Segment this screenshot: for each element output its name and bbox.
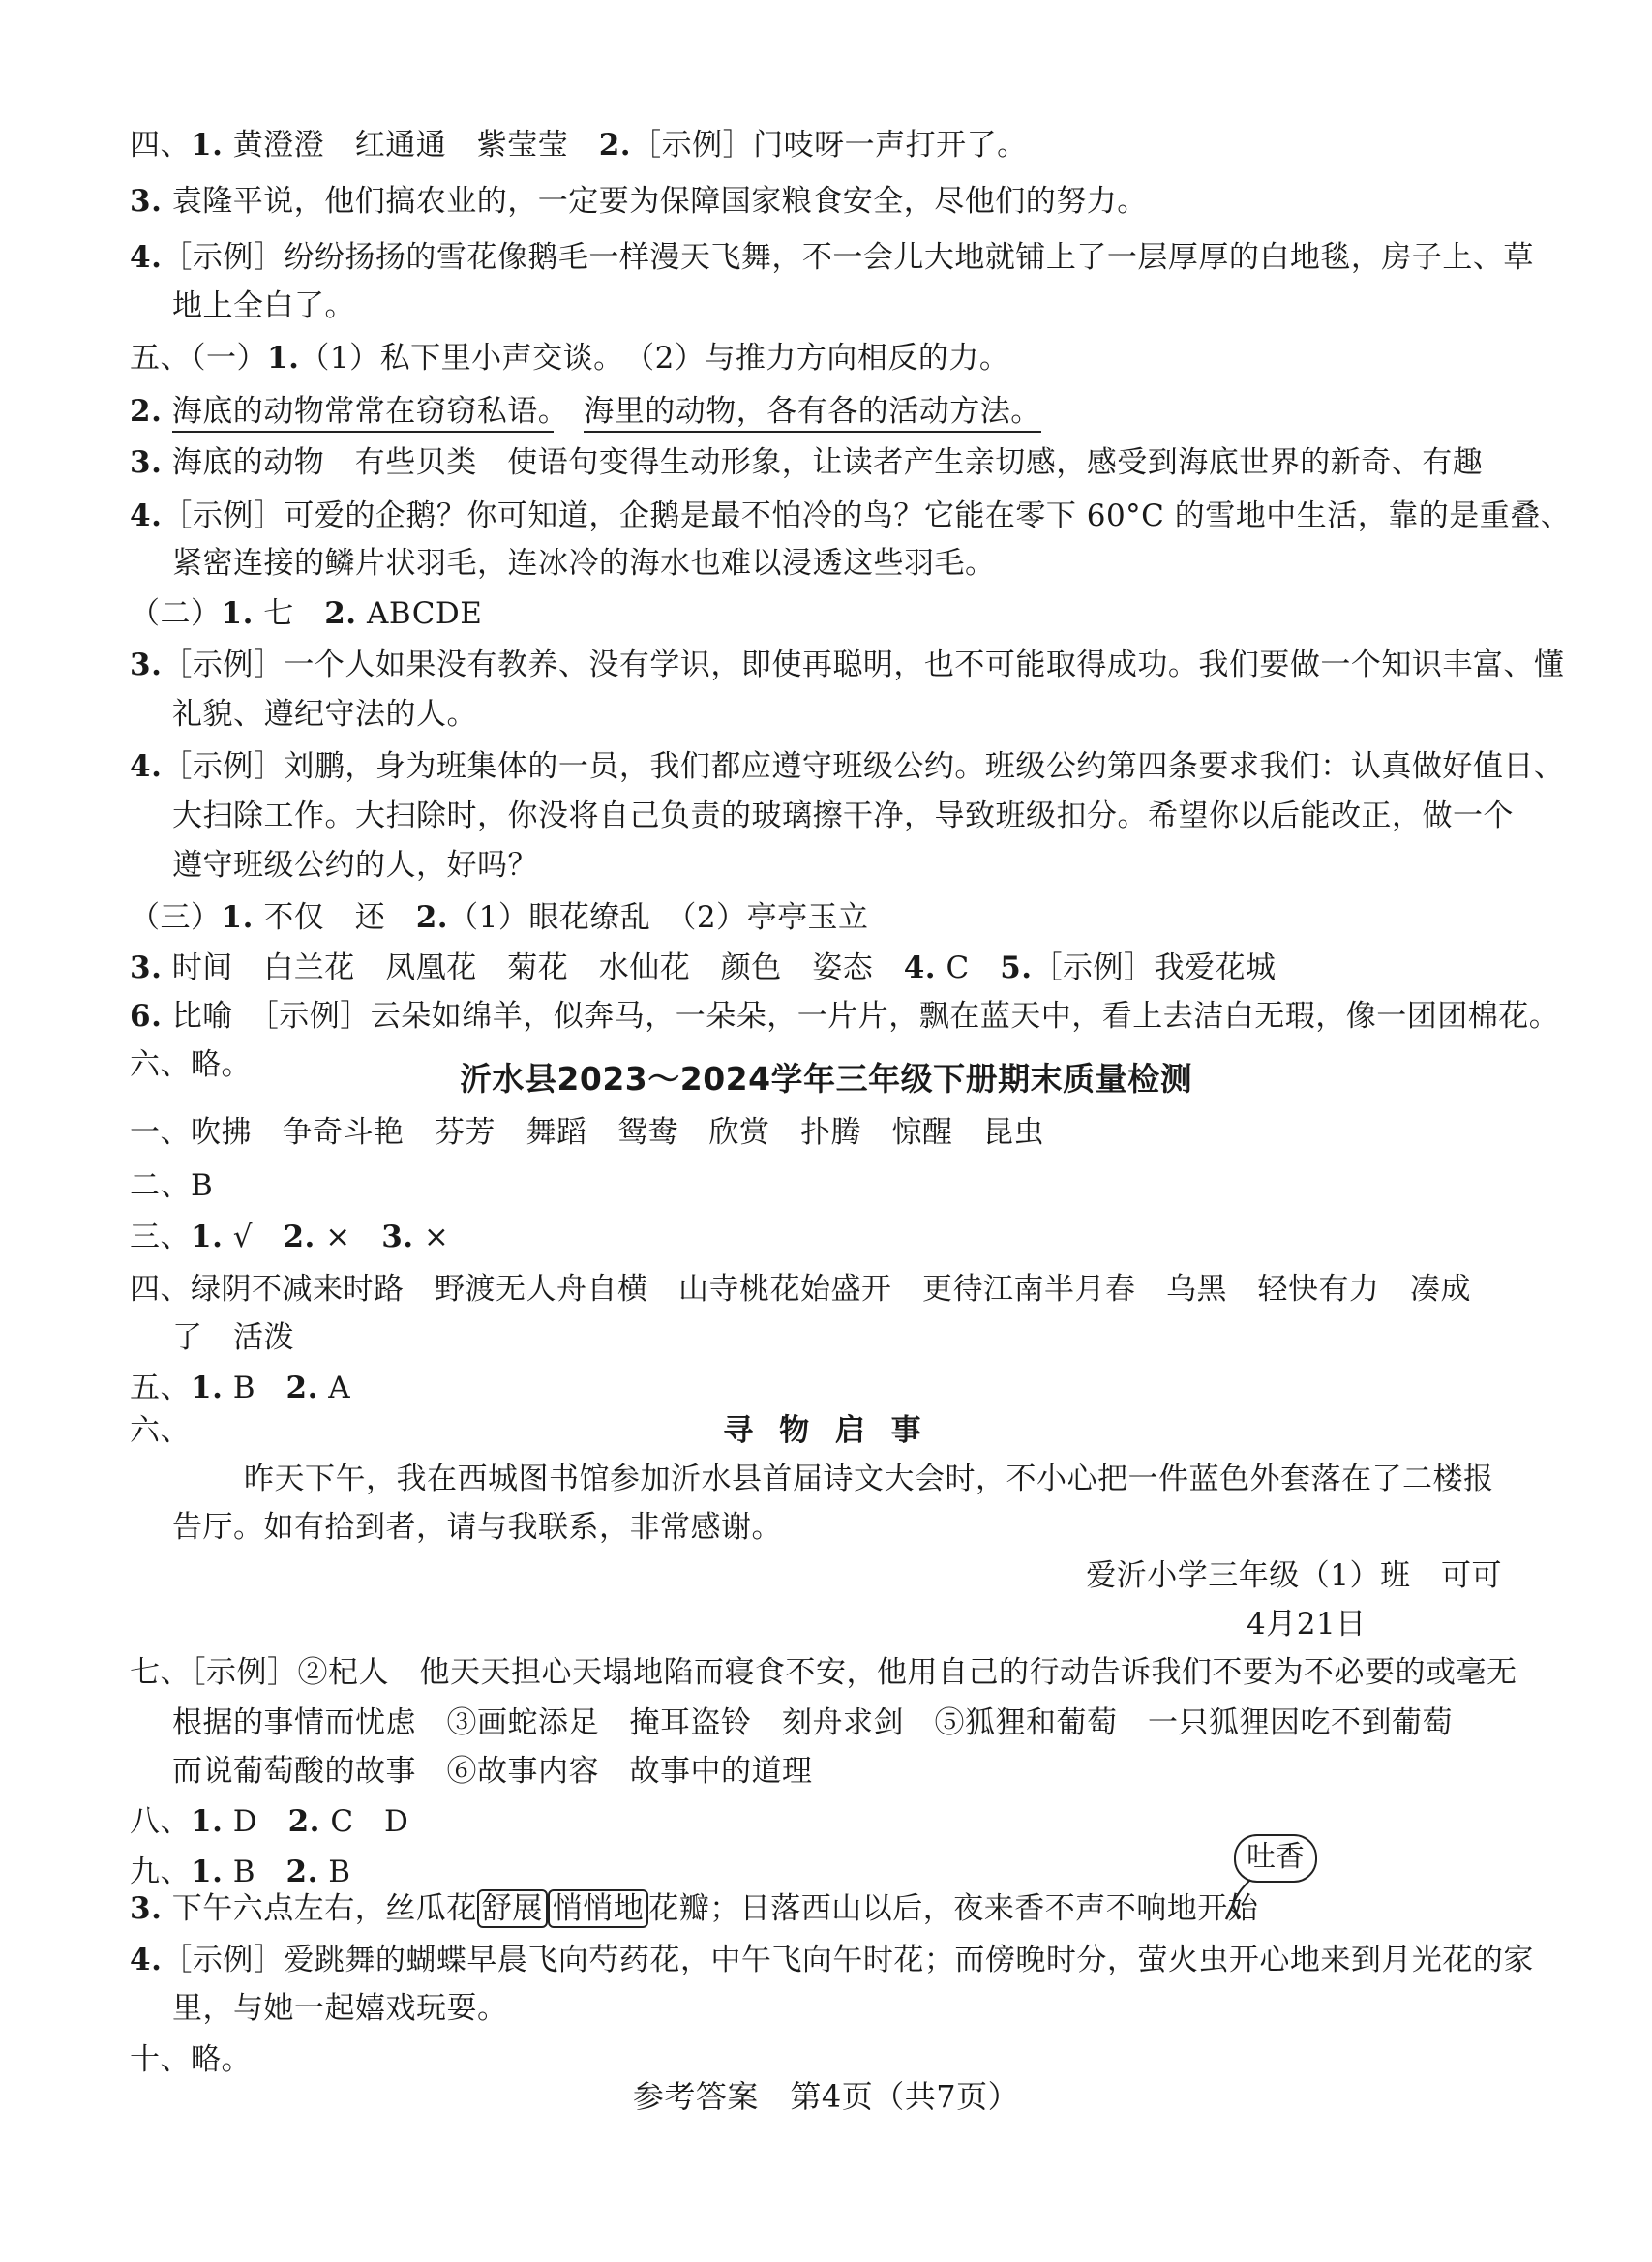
underlined-text: 海里的动物，各有各的活动方法。 (584, 394, 1041, 433)
notice-body-line2: 告厅。如有拾到者，请与我联系，非常感谢。 (172, 1510, 782, 1545)
answer-text: 不仅 还 (253, 900, 416, 935)
answer-line (172, 797, 1514, 835)
answer-line (172, 695, 477, 734)
item-number: 6. (130, 999, 163, 1034)
answer-line (130, 1369, 350, 1407)
answer-text: 四、 (130, 128, 191, 163)
section-title: 沂水县2023～2024学年三年级下册期末质量检测 (459, 1060, 1193, 1098)
answer-line (172, 1318, 294, 1357)
answer-text: （二） (130, 596, 222, 631)
boxed-word-2: 悄悄地 (548, 1889, 649, 1928)
answer-line (130, 1853, 351, 1891)
item-number: 2. (130, 394, 163, 429)
answer-text: （1）眼花缭乱 （2）亭亭玉立 (448, 900, 869, 935)
answer-text: 七 (253, 596, 325, 631)
insert-bubble: 吐香 (1234, 1834, 1317, 1883)
item-number: 1. (191, 1371, 224, 1405)
answer-line (172, 1704, 1453, 1742)
answer-line (130, 646, 1564, 684)
answer-line (130, 1113, 1044, 1152)
item-number: 4. (130, 1943, 163, 1977)
answer-text: 遵守班级公约的人，好吗？ (172, 848, 538, 883)
answer-text: A (317, 1371, 351, 1405)
item-number: 1. (191, 128, 224, 163)
boxed-word-1: 舒展 (477, 1889, 548, 1928)
answer-line (172, 287, 355, 325)
answer-text: 六、略。 (130, 1047, 252, 1082)
item-number: 4. (903, 950, 937, 985)
answer-text: 礼貌、遵纪守法的人。 (172, 697, 477, 732)
answer-text: 八、 (130, 1804, 191, 1839)
answer-line (172, 846, 538, 885)
answer-text: 时间 白兰花 凤凰花 菊花 水仙花 颜色 姿态 (162, 950, 904, 985)
answer-text: 地上全白了。 (172, 288, 355, 323)
edit-answer-line (130, 1889, 1258, 1928)
item-number: 4. (130, 240, 163, 275)
notice-title: 寻 物 启 事 (723, 1413, 929, 1448)
answer-text: C D (319, 1804, 409, 1839)
answer-line (130, 443, 1483, 482)
item-number: 5. (1000, 950, 1033, 985)
item-number: 1. (191, 1220, 224, 1254)
answer-line (130, 339, 1009, 377)
item-number: 3. (130, 1891, 163, 1926)
answer-text: ［示例］我爱花城 (1032, 950, 1277, 985)
notice-label: 六、 (130, 1413, 191, 1448)
answer-text: ABCDE (356, 596, 483, 631)
answer-text: 一、吹拂 争奇斗艳 芬芳 舞蹈 鸳鸯 欣赏 扑腾 惊醒 昆虫 (130, 1115, 1044, 1150)
item-number: 1. (191, 1855, 224, 1889)
edit-text-before: 下午六点左右，丝瓜花 (162, 1891, 477, 1926)
item-number: 1. (221, 596, 254, 631)
item-number: 2. (598, 128, 632, 163)
insert-caret-icon (1223, 1876, 1252, 1924)
answer-line (130, 949, 1277, 987)
answer-text: 三、 (130, 1220, 191, 1254)
item-number: 3. (130, 648, 163, 682)
answer-text: ［示例］爱跳舞的蝴蝶早晨飞向芍药花，中午飞向午时花；而傍晚时分，萤火虫开心地来到月光花的家 (162, 1943, 1534, 1977)
answer-text: × (413, 1220, 450, 1254)
answer-line (130, 997, 1559, 1036)
answer-text (162, 394, 171, 429)
answer-line (172, 1989, 508, 2028)
item-number: 2. (287, 1804, 320, 1839)
item-number: 3. (130, 184, 163, 219)
answer-line (130, 594, 482, 633)
answer-text: 二、B (130, 1168, 214, 1203)
item-number: 4. (130, 749, 163, 784)
answer-text: 黄澄澄 红通通 紫莹莹 (223, 128, 599, 163)
answer-text: 了 活泼 (172, 1320, 294, 1355)
notice-body-line1: 昨天下午，我在西城图书馆参加沂水县首届诗文大会时，不小心把一件蓝色外套落在了二楼报 (244, 1462, 1494, 1496)
underlined-text: 海底的动物常常在窃窃私语。 (172, 394, 554, 433)
item-number: 3. (130, 445, 163, 480)
answer-text (554, 394, 585, 429)
answer-text: 袁隆平说，他们搞农业的，一定要为保障国家粮食安全，尽他们的努力。 (162, 184, 1148, 219)
answer-text: √ (223, 1220, 284, 1254)
item-number: 2. (285, 1371, 318, 1405)
item-number: 2. (285, 1855, 318, 1889)
answer-text: 五、 (130, 1371, 191, 1405)
item-number: 1. (221, 900, 254, 935)
answer-text: ［示例］可爱的企鹅？你可知道，企鹅是最不怕冷的鸟？它能在零下 60°C 的雪地中生活，靠的是重叠、 (162, 498, 1572, 533)
answer-line (172, 1752, 813, 1791)
answer-line (130, 898, 869, 937)
answer-line (130, 182, 1148, 221)
answer-line (130, 497, 1571, 535)
answer-line (130, 392, 1041, 431)
notice-signature: 爱沂小学三年级（1）班 可可 (1086, 1558, 1502, 1593)
answer-text: B (223, 1855, 286, 1889)
answer-text: 四、绿阴不减来时路 野渡无人舟自横 山寺桃花始盛开 更待江南半月春 乌黑 轻快有力 凑成 (130, 1272, 1471, 1307)
answer-text: C (936, 950, 1001, 985)
page-footer: 参考答案 第4页（共7页） (632, 2078, 1020, 2115)
answer-line (130, 1941, 1534, 1979)
item-number: 1. (267, 341, 300, 376)
answer-line (130, 238, 1534, 277)
answer-text: 五、（一） (130, 341, 267, 376)
answer-text: ［示例］门吱呀一声打开了。 (631, 128, 1028, 163)
answer-text: D (223, 1804, 288, 1839)
item-number: 2. (324, 596, 357, 631)
answer-text: B (223, 1371, 286, 1405)
answer-line (130, 1166, 213, 1205)
answer-text: × (315, 1220, 382, 1254)
answer-text: B (317, 1855, 351, 1889)
answer-text: 十、略。 (130, 2042, 252, 2077)
answer-text: 里，与她一起嬉戏玩耍。 (172, 1991, 508, 2026)
answer-line (130, 126, 1028, 165)
item-number: 4. (130, 498, 163, 533)
notice-date: 4月21日 (1247, 1607, 1367, 1642)
answer-text: 海底的动物 有些贝类 使语句变得生动形象，让读者产生亲切感，感受到海底世界的新奇、有趣 (162, 445, 1484, 480)
item-number: 3. (381, 1220, 414, 1254)
answer-line (130, 1270, 1471, 1309)
answer-text: ［示例］纷纷扬扬的雪花像鹅毛一样漫天飞舞，不一会儿大地就铺上了一层厚厚的白地毯，房子上、草 (162, 240, 1534, 275)
answer-line (130, 1218, 449, 1256)
item-number: 3. (130, 950, 163, 985)
item-number: 1. (191, 1804, 224, 1839)
answer-line (130, 1802, 408, 1841)
answer-text: 而说葡萄酸的故事 ⑥故事内容 故事中的道理 (172, 1754, 813, 1789)
answer-text: ［示例］一个人如果没有教养、没有学识，即使再聪明，也不可能取得成功。我们要做一个知识丰富、懂 (162, 648, 1565, 682)
answer-line (172, 544, 996, 583)
answer-text: （三） (130, 900, 222, 935)
item-number: 2. (283, 1220, 315, 1254)
answer-line (130, 2040, 252, 2079)
answer-text: 比喻 ［示例］云朵如绵羊，似奔马，一朵朵，一片片，飘在蓝天中，看上去洁白无瑕，像一团团棉花。 (162, 999, 1560, 1034)
answer-text: 大扫除工作。大扫除时，你没将自己负责的玻璃擦干净，导致班级扣分。希望你以后能改正，做一个 (172, 799, 1514, 833)
answer-line (130, 1653, 1517, 1692)
edit-text-after: 花瓣；日落西山以后，夜来香不声不响地开始 (648, 1891, 1259, 1926)
answer-line (130, 747, 1564, 786)
answer-text: （1）私下里小声交谈。 （2）与推力方向相反的力。 (299, 341, 1010, 376)
item-number: 2. (415, 900, 449, 935)
answer-text: 根据的事情而忧虑 ③画蛇添足 掩耳盗铃 刻舟求剑 ⑤狐狸和葡萄 一只狐狸因吃不到葡萄 (172, 1705, 1453, 1740)
answer-text: 紧密连接的鳞片状羽毛，连冰冷的海水也难以浸透这些羽毛。 (172, 546, 996, 581)
answer-text: 七、［示例］②杞人 他天天担心天塌地陷而寝食不安，他用自己的行动告诉我们不要为不必要的或毫无 (130, 1655, 1517, 1690)
answer-text: ［示例］刘鹏，身为班集体的一员，我们都应遵守班级公约。班级公约第四条要求我们：认真做好值日、 (162, 749, 1565, 784)
answer-text: 九、 (130, 1855, 191, 1889)
